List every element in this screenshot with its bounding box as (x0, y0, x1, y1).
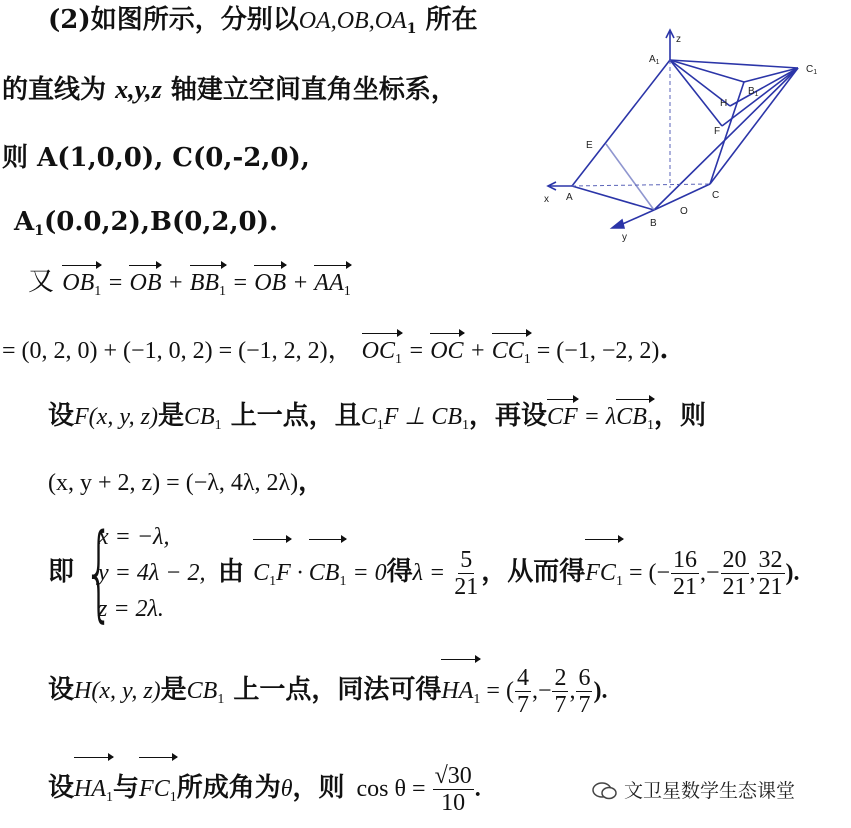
t: C (806, 64, 814, 75)
den: 21 (454, 573, 479, 600)
sub: 1 (615, 574, 623, 589)
den: 7 (516, 691, 529, 718)
sub: 1 (34, 223, 44, 239)
op: · (290, 560, 309, 586)
sub: 1 (406, 21, 417, 37)
v: CF (547, 404, 578, 430)
v: OC (361, 338, 395, 364)
sub: 1 (219, 284, 227, 299)
label-b1 (748, 86, 759, 98)
t: A (649, 54, 656, 65)
cos-theta: cos θ = (356, 776, 432, 802)
line-5 (28, 266, 351, 308)
vec-fc1 (139, 759, 177, 828)
sub: 1 (461, 418, 469, 433)
eq-y: y = 4λ − 2, (98, 560, 206, 586)
eq-x: x = −λ, (98, 524, 170, 550)
den: 10 (441, 789, 466, 816)
vec-ha1 (441, 661, 480, 730)
edge-a-b (572, 186, 654, 210)
t: B (748, 86, 755, 97)
num: 4 (516, 664, 529, 691)
sub: 1 (395, 352, 402, 367)
vec-ha1 (74, 759, 113, 828)
line-e-b (606, 144, 654, 210)
vec-ob (129, 267, 161, 299)
num: √30 (434, 762, 472, 789)
text: 上一点，同法可得 (224, 675, 442, 705)
num: 32 (758, 546, 783, 573)
label-c: C (712, 190, 720, 201)
num: 5 (460, 546, 473, 573)
op: = 0 (346, 560, 387, 586)
label-c1 (806, 64, 817, 76)
calc: = (−1, −2, 2) (530, 338, 660, 364)
lambda: λ = (412, 560, 452, 586)
equation-system (84, 511, 234, 633)
label-e: E (586, 140, 593, 151)
brace: { (84, 511, 114, 633)
edge-a1-c1 (670, 60, 798, 68)
line-3 (2, 142, 310, 174)
line-6 (2, 334, 668, 376)
sub: 1 (217, 692, 225, 707)
point-a1-b: (0.0,2),B(0,2,0). (43, 207, 278, 237)
text: ，则 (653, 401, 706, 431)
text: 是 (157, 401, 184, 431)
sub: 1 (214, 418, 222, 433)
v: FC (585, 560, 616, 586)
op: , (749, 560, 756, 586)
text: 所成角为 (176, 773, 281, 803)
calc: = (0, 2, 0) + (−1, 0, 2) = (−1, 2, 2) (2, 338, 328, 364)
den: 7 (554, 691, 567, 718)
vec-oc (430, 335, 463, 367)
op: + (161, 270, 190, 296)
ji-label (48, 556, 74, 588)
t: 1 (813, 69, 818, 76)
eq-z: z = 2λ. (98, 596, 164, 622)
line-8 (48, 466, 324, 499)
axes-vars: OA,OB,OA (298, 8, 407, 34)
point-h: H(x, y, z) (74, 678, 161, 704)
op: . (474, 776, 481, 802)
text: ， (298, 467, 325, 497)
label-x: x (544, 194, 549, 205)
line-9 (218, 540, 800, 614)
sub: 1 (343, 284, 351, 299)
text: ，从而得 (481, 557, 586, 587)
op: = (226, 270, 255, 296)
label-y: y (622, 232, 627, 243)
den: 21 (673, 573, 697, 600)
vec-fc1 (585, 541, 623, 614)
sub: 1 (376, 418, 384, 433)
t: 1 (655, 59, 660, 66)
den: 21 (722, 573, 747, 600)
v: BB (189, 270, 220, 296)
edge-c1-b (654, 68, 798, 210)
vec-cf (547, 401, 578, 433)
op: + (286, 270, 315, 296)
v: HA (441, 678, 474, 704)
sub: 1 (473, 692, 481, 707)
vec-cb1 (616, 401, 654, 442)
text: 轴建立空间直角坐标系， (161, 75, 457, 105)
num: 20 (722, 546, 747, 573)
line-10 (48, 660, 607, 730)
line-11 (48, 758, 481, 828)
v: CB (186, 678, 218, 704)
line-1 (48, 4, 478, 45)
op: = (− (622, 560, 670, 586)
t: 1 (754, 91, 759, 98)
edge-a1-a (572, 60, 670, 186)
text: 设 (48, 401, 75, 431)
op: = (101, 270, 130, 296)
v: FC (139, 776, 170, 802)
text: 即 (48, 557, 75, 587)
line-4 (14, 206, 278, 247)
label-a1 (649, 54, 660, 66)
v: F (276, 560, 291, 586)
v: C (253, 560, 270, 586)
point-a1: A (14, 207, 35, 237)
watermark-text: 文卫星数学生态课堂 (624, 780, 796, 802)
label-o: O (680, 206, 688, 217)
label-a: A (566, 192, 573, 203)
line-2 (2, 74, 457, 106)
num: 6 (578, 664, 591, 691)
den: 7 (578, 691, 591, 718)
text: 与 (113, 773, 140, 803)
sub: 1 (269, 574, 277, 589)
op: ). (785, 560, 800, 586)
v: CB (184, 404, 215, 430)
text: 所在 (416, 5, 478, 35)
v: CC (491, 338, 524, 364)
label-b: B (650, 218, 657, 229)
axis-y-arrow (612, 220, 624, 228)
axis-names: x,y,z (115, 75, 162, 104)
text: ， (327, 335, 354, 365)
vec-bb1 (190, 267, 226, 308)
v: CB (308, 560, 340, 586)
sub: 1 (106, 790, 114, 805)
figure-lines (548, 30, 798, 228)
v: OB (254, 270, 287, 296)
op: = λ (577, 404, 617, 430)
op: + (463, 338, 492, 364)
vec-ob (254, 267, 286, 299)
op: , (569, 678, 576, 704)
theta: θ (280, 776, 293, 802)
text: . (659, 335, 669, 365)
text: 又 (28, 267, 55, 297)
vec-c1f (253, 541, 291, 614)
vec-ob1 (62, 267, 101, 308)
op: = ( (480, 678, 514, 704)
line-c1-h (730, 68, 798, 106)
text: 得 (386, 557, 413, 587)
equation: (x, y + 2, z) = (−λ, 4λ, 2λ) (48, 470, 299, 496)
v: OB (129, 270, 162, 296)
label-f: F (714, 126, 721, 137)
v: AA (314, 270, 344, 296)
op: = (402, 338, 431, 364)
num: 2 (554, 664, 567, 691)
label-h: H (720, 98, 728, 109)
text: 由 (218, 557, 245, 587)
vec-aa1 (314, 267, 350, 308)
vec-cb1 (309, 541, 347, 614)
sub: 1 (339, 574, 347, 589)
text: ，再设 (468, 401, 547, 431)
point-f: F(x, y, z) (74, 404, 158, 430)
v: OC (430, 338, 464, 364)
points-a-c: 则 A(1,0,0), C(0,-2,0), (2, 143, 310, 173)
text: 设 (48, 675, 75, 705)
text: 的直线为 (2, 75, 116, 105)
op: ). (593, 678, 608, 704)
v: CB (616, 404, 647, 430)
text: (2)如图所示，分别以 (48, 5, 299, 35)
geometry-figure (536, 26, 836, 246)
v: F ⊥ CB (383, 404, 462, 430)
text: ，则 (292, 773, 345, 803)
dashed-a-c (572, 184, 710, 186)
v: C (360, 404, 377, 430)
op: ,− (531, 678, 552, 704)
op: ,− (700, 560, 720, 586)
sub: 1 (169, 790, 177, 805)
sub: 1 (94, 284, 102, 299)
v: OB (62, 270, 95, 296)
watermark (592, 776, 795, 803)
sub: 1 (523, 352, 531, 367)
text: 上一点，且 (221, 401, 361, 431)
num: 16 (673, 546, 697, 573)
line-7 (48, 400, 706, 442)
text: 是 (160, 675, 187, 705)
sub: 1 (646, 418, 654, 433)
v: HA (74, 776, 107, 802)
wechat-icon (592, 781, 618, 801)
vec-cc1 (492, 335, 531, 376)
vec-oc1 (362, 335, 402, 376)
label-z: z (676, 34, 681, 45)
den: 21 (758, 573, 783, 600)
text: 设 (48, 773, 75, 803)
